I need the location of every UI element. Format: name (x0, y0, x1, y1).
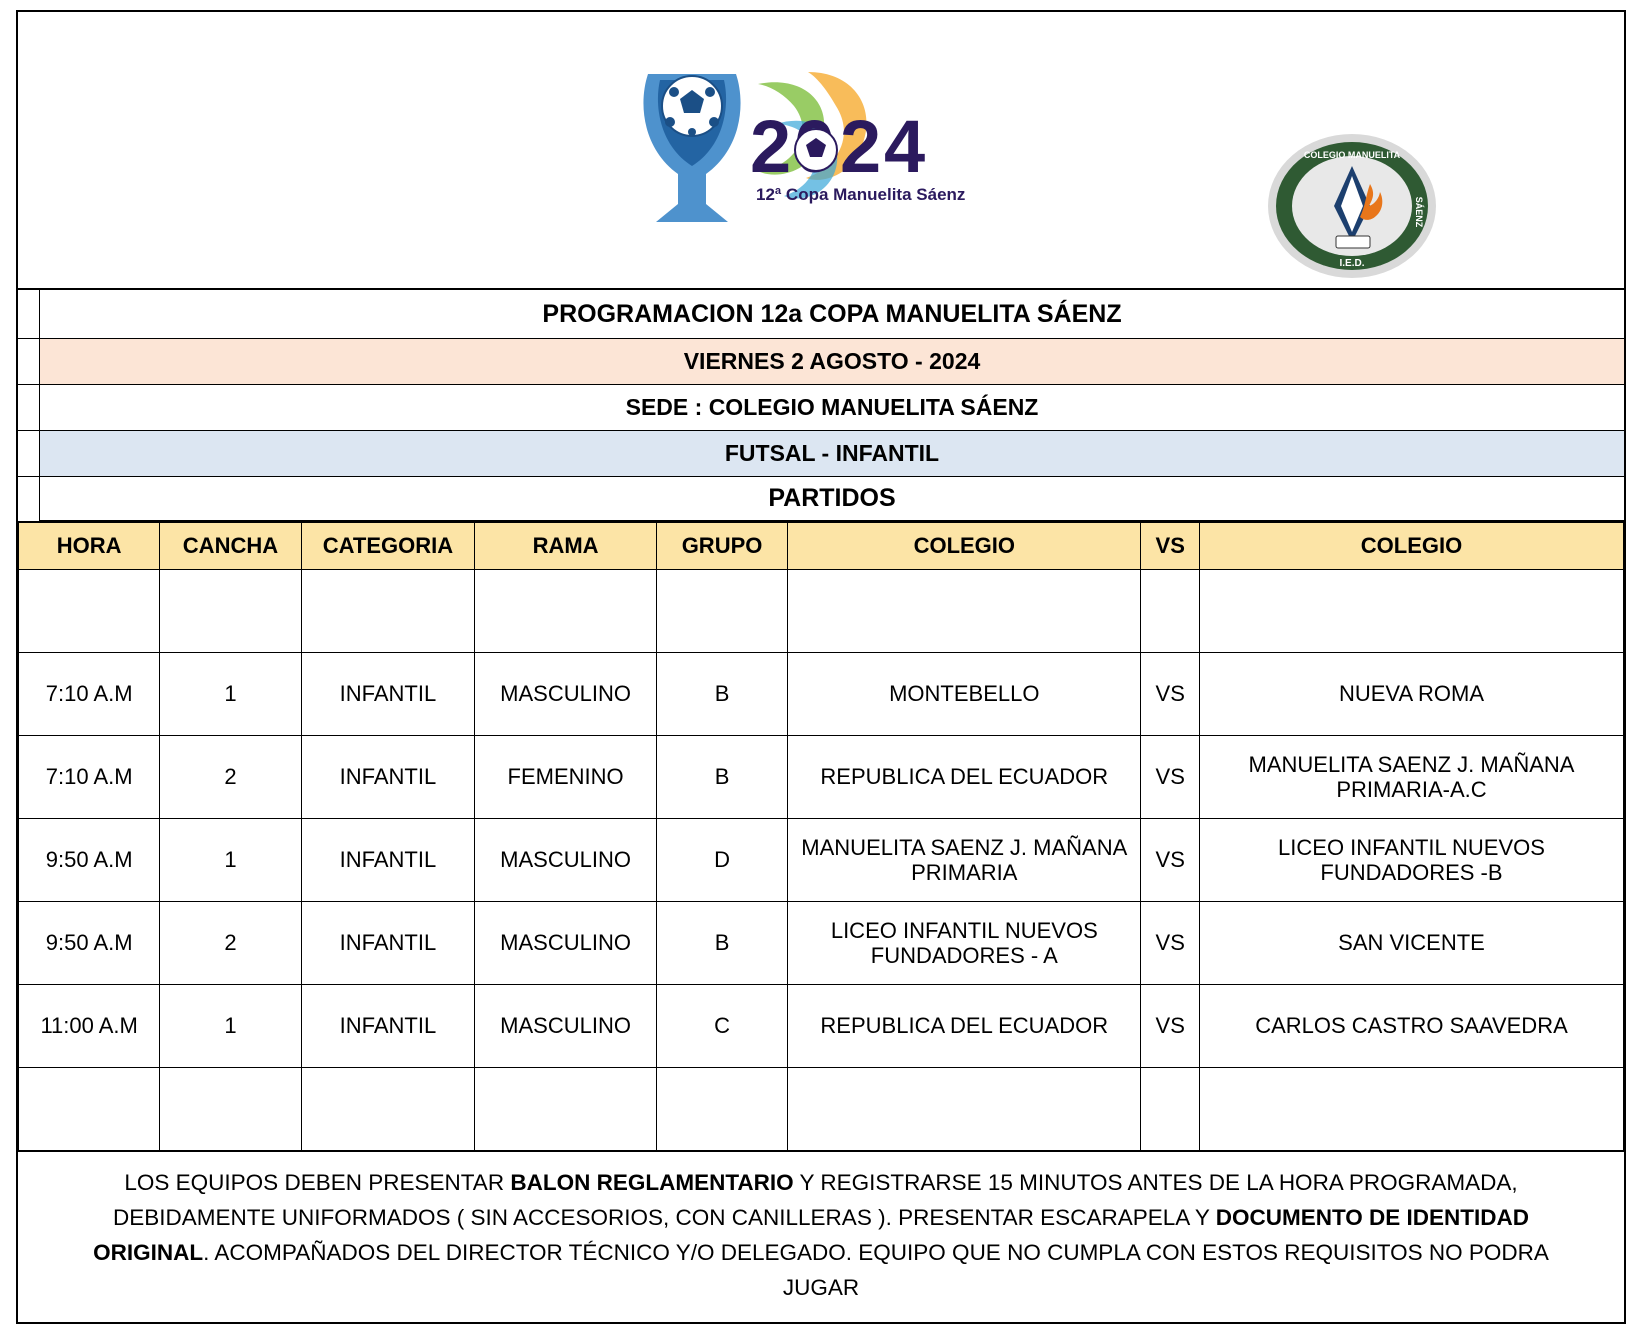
column-header-vs: VS (1141, 523, 1200, 570)
cell-grupo: B (656, 653, 787, 736)
cell-hora: 7:10 A.M (19, 736, 160, 819)
cell-cancha: 2 (160, 902, 301, 985)
svg-text:COLEGIO MANUELITA: COLEGIO MANUELITA (1303, 150, 1401, 160)
cell-vs: VS (1141, 985, 1200, 1068)
cell-colegio-1: LICEO INFANTIL NUEVOS FUNDADORES - A (788, 902, 1141, 985)
schedule-sheet (16, 10, 1626, 1324)
cell-cancha: 1 (160, 819, 301, 902)
band-left-spacer-cat (18, 431, 40, 476)
cell-vs: VS (1141, 902, 1200, 985)
cell-grupo: D (656, 819, 787, 902)
svg-text:2: 2 (840, 105, 882, 188)
cell-colegio-1: MONTEBELLO (788, 653, 1141, 736)
cell-grupo: B (656, 902, 787, 985)
cell-cancha: 2 (160, 736, 301, 819)
column-header-hora: HORA (19, 523, 160, 570)
band-row-date (18, 339, 1624, 385)
column-header-cancha: CANCHA (160, 523, 301, 570)
program-title: PROGRAMACION 12a COPA MANUELITA SÁENZ (542, 299, 1122, 328)
band-row-section (18, 477, 1624, 522)
svg-text:I.E.D.: I.E.D. (1339, 258, 1365, 269)
cell-colegio-1: MANUELITA SAENZ J. MAÑANA PRIMARIA (788, 819, 1141, 902)
cell-hora: 7:10 A.M (19, 653, 160, 736)
cell-rama: MASCULINO (475, 653, 657, 736)
svg-text:4: 4 (884, 105, 926, 188)
band-row-title (18, 290, 1624, 339)
band-row-sede (18, 385, 1624, 431)
band-left-spacer-date (18, 339, 40, 384)
cell-cancha: 1 (160, 653, 301, 736)
cell-rama: MASCULINO (475, 819, 657, 902)
table-row (19, 736, 1624, 819)
cell-hora: 11:00 A.M (19, 985, 160, 1068)
cell-colegio-2: LICEO INFANTIL NUEVOS FUNDADORES -B (1199, 819, 1623, 902)
svg-text:2: 2 (750, 105, 792, 188)
cell-colegio-2: MANUELITA SAENZ J. MAÑANA PRIMARIA-A.C (1199, 736, 1623, 819)
note-bold-2: DOCUMENTO DE IDENTIDAD ORIGINAL (93, 1204, 1530, 1265)
program-category: FUTSAL - INFANTIL (40, 431, 1624, 476)
cell-categoria: INFANTIL (301, 902, 475, 985)
cell-colegio-2: NUEVA ROMA (1199, 653, 1623, 736)
column-header-colegio-2: COLEGIO (1199, 523, 1623, 570)
program-date: VIERNES 2 AGOSTO - 2024 (40, 339, 1624, 384)
note-bold-1: BALON REGLAMENTARIO (510, 1170, 794, 1195)
note-part-3: . ACOMPAÑADOS DEL DIRECTOR TÉCNICO Y/O DELEGADO. EQUIPO QUE NO CUMPLA CON ESTOS REQUISITOS NO PODRA JUGAR (203, 1239, 1549, 1300)
cell-rama: FEMENINO (475, 736, 657, 819)
table-row (19, 653, 1624, 736)
table-row (19, 819, 1624, 902)
cell-vs: VS (1141, 819, 1200, 902)
band-left-spacer-section (18, 477, 40, 521)
table-header-row (19, 523, 1624, 570)
cell-cancha: 1 (160, 985, 301, 1068)
table-row (19, 902, 1624, 985)
column-header-colegio-1: COLEGIO (788, 523, 1141, 570)
program-venue: SEDE : COLEGIO MANUELITA SÁENZ (625, 394, 1039, 420)
table-blank-row-bottom (19, 1068, 1624, 1151)
cell-grupo: C (656, 985, 787, 1068)
table-blank-row-top (19, 570, 1624, 653)
matches-table (18, 522, 1624, 1151)
cell-categoria: INFANTIL (301, 819, 475, 902)
cell-vs: VS (1141, 653, 1200, 736)
header-logo-row (18, 12, 1624, 290)
cell-colegio-2: CARLOS CASTRO SAAVEDRA (1199, 985, 1623, 1068)
note-part-1: LOS EQUIPOS DEBEN PRESENTAR (124, 1170, 511, 1195)
note-part-2: Y REGISTRARSE 15 MINUTOS ANTES DE LA HORA PROGRAMADA, DEBIDAMENTE UNIFORMADOS ( SIN ACCESORIOS, CON CANILLERAS ). PRESENTAR ESCARAPELA Y (112, 1170, 1518, 1230)
cell-rama: MASCULINO (475, 902, 657, 985)
cell-hora: 9:50 A.M (19, 902, 160, 985)
band-row-category (18, 431, 1624, 477)
cell-categoria: INFANTIL (301, 736, 475, 819)
cell-grupo: B (656, 736, 787, 819)
band-left-spacer-sede (18, 385, 40, 430)
band-left-spacer (18, 290, 40, 338)
cell-colegio-2: SAN VICENTE (1199, 902, 1623, 985)
cell-hora: 9:50 A.M (19, 819, 160, 902)
column-header-rama: RAMA (475, 523, 657, 570)
svg-text:12ª Copa Manuelita Sáenz: 12ª Copa Manuelita Sáenz (756, 185, 966, 204)
cell-colegio-1: REPUBLICA DEL ECUADOR (788, 985, 1141, 1068)
cell-colegio-1: REPUBLICA DEL ECUADOR (788, 736, 1141, 819)
table-row (19, 985, 1624, 1068)
cell-rama: MASCULINO (475, 985, 657, 1068)
cell-categoria: INFANTIL (301, 653, 475, 736)
column-header-grupo: GRUPO (656, 523, 787, 570)
cell-vs: VS (1141, 736, 1200, 819)
column-header-categoria: CATEGORIA (301, 523, 475, 570)
rules-note (18, 1151, 1624, 1322)
svg-text:SÁENZ: SÁENZ (1414, 196, 1424, 228)
copa-2024-logo (608, 54, 968, 244)
school-seal-logo (1266, 132, 1438, 280)
section-heading: PARTIDOS (40, 477, 1624, 521)
cell-categoria: INFANTIL (301, 985, 475, 1068)
